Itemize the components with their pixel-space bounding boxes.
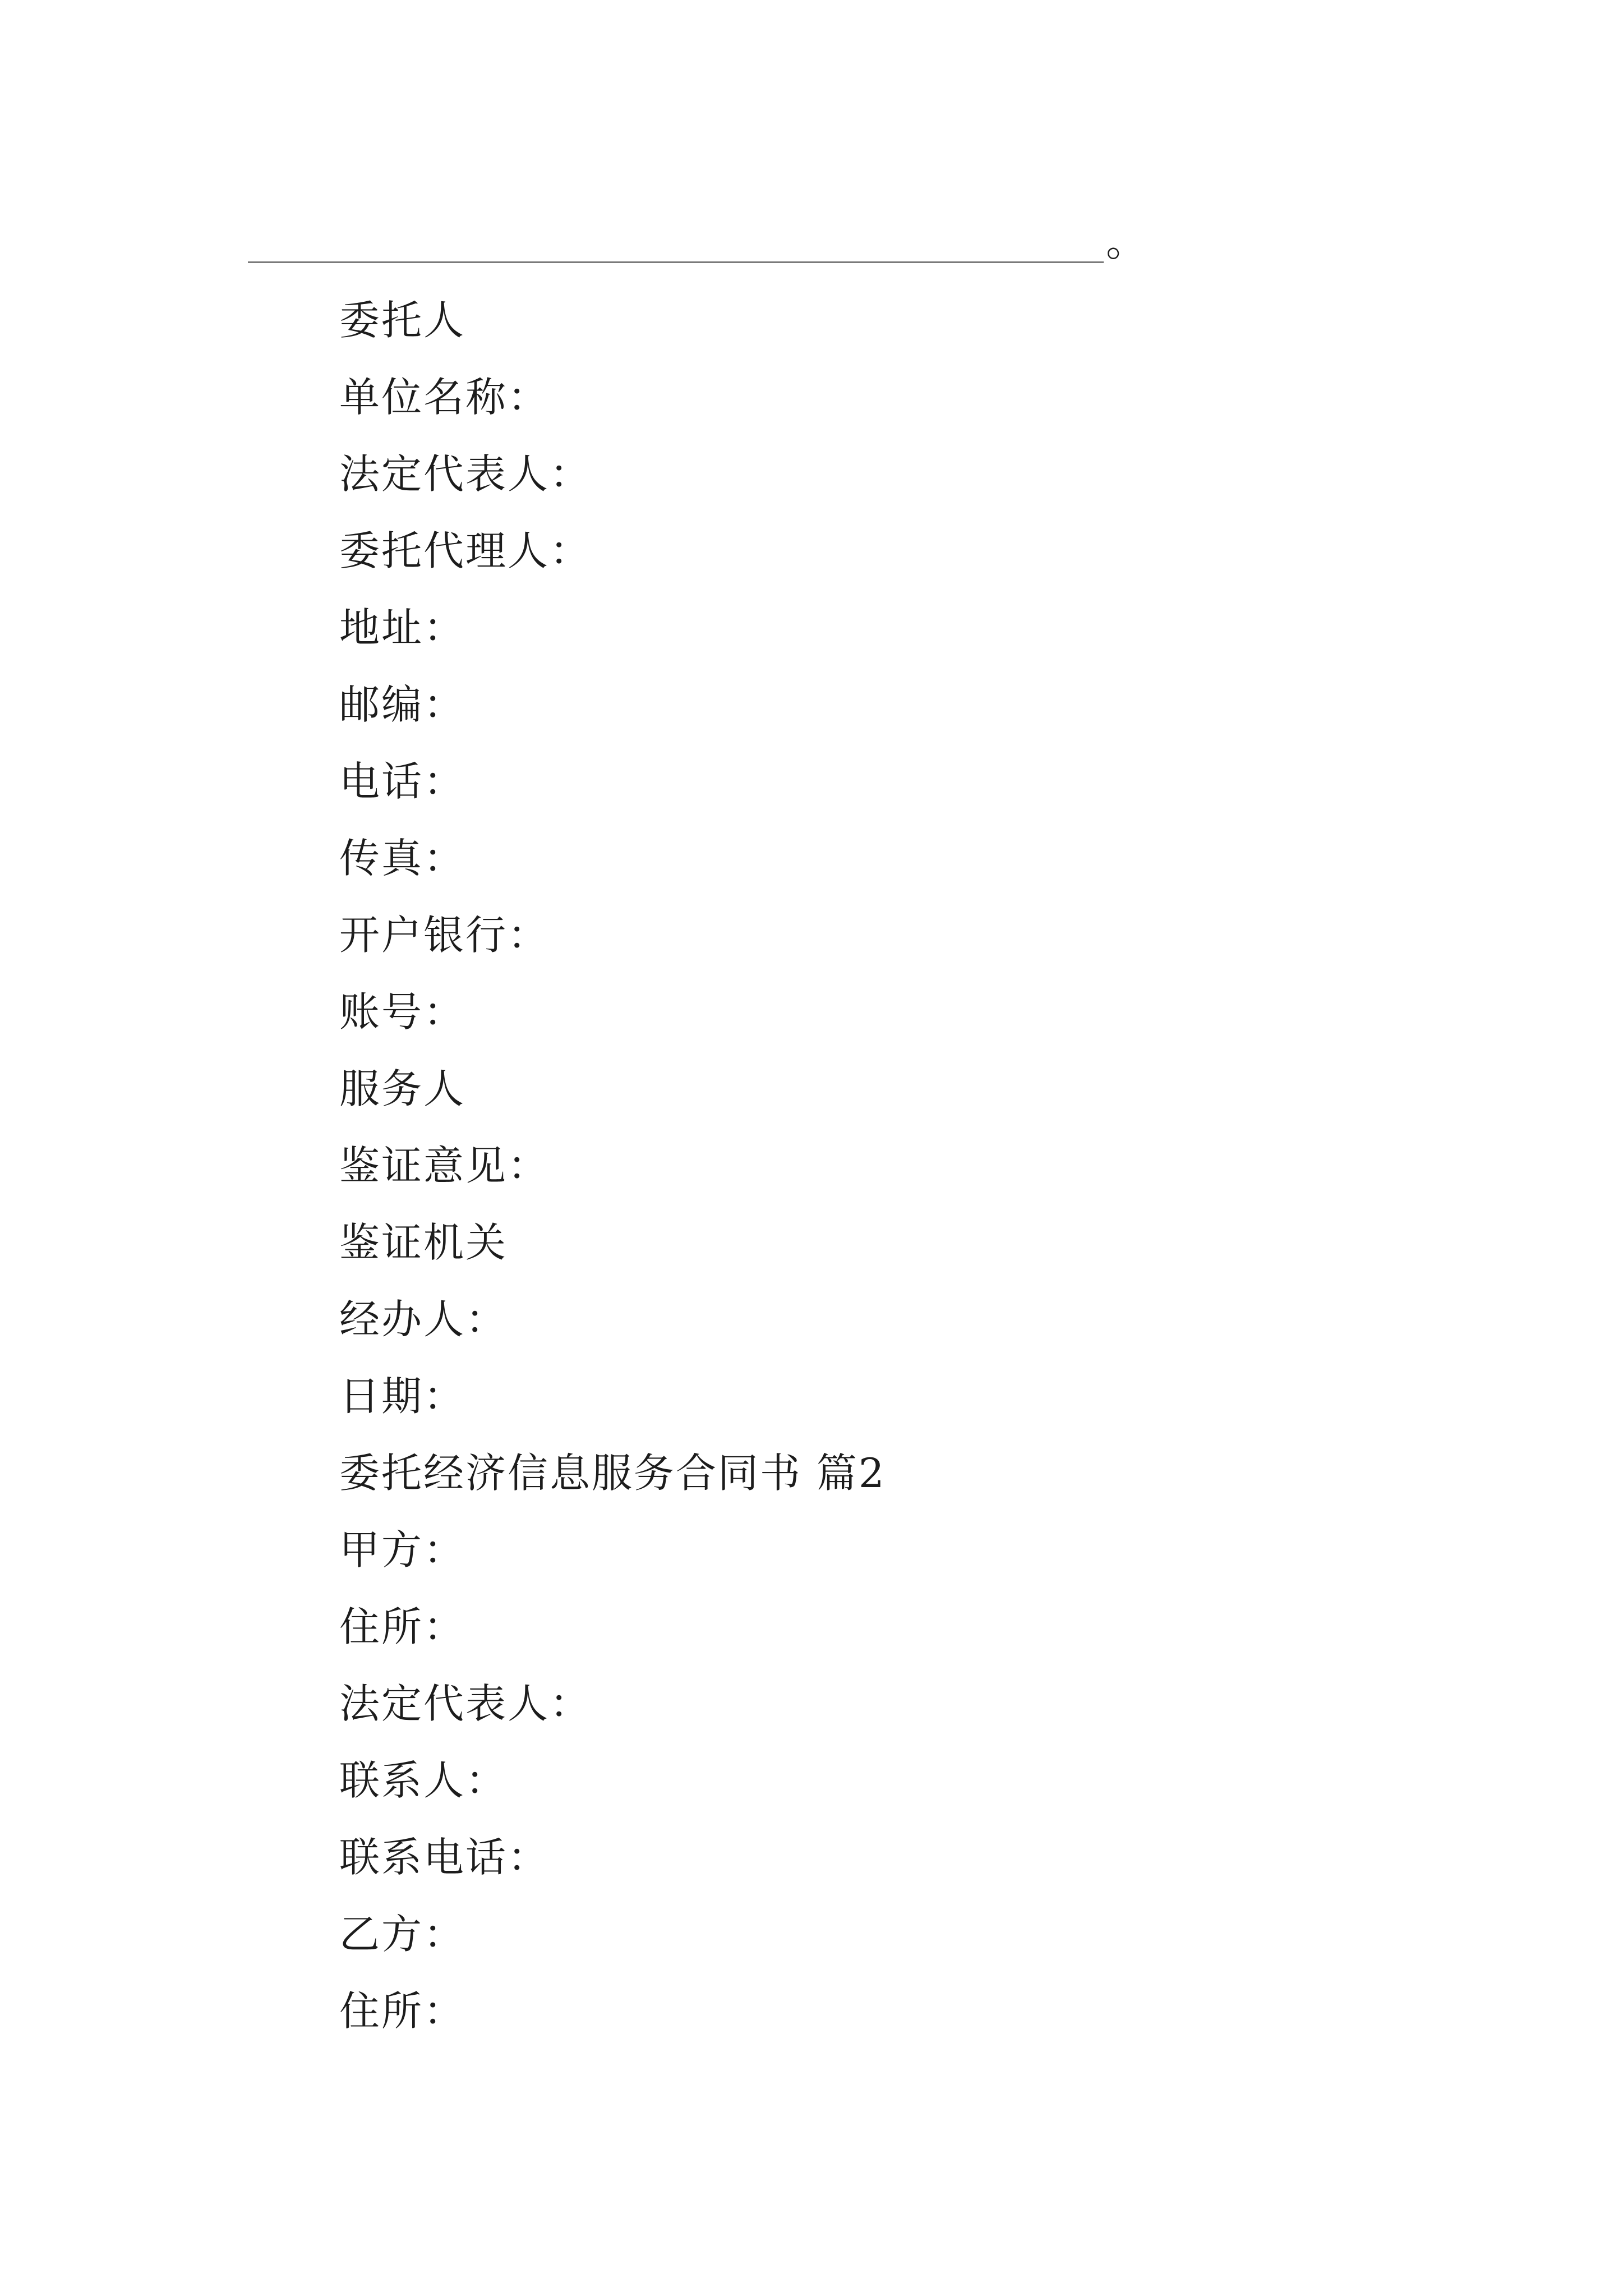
field-label-party-b-residence: 住所： [339,1987,466,2035]
field-label-phone: 电话： [339,758,466,805]
field-label-party-a-contact-phone: 联系电话： [339,1834,550,1881]
field-label-party-a: 甲方： [339,1526,466,1573]
field-label-party-a-residence: 住所： [339,1603,466,1650]
field-label-fax: 传真： [339,835,466,882]
field-label-account-number: 账号： [339,988,466,1036]
sentence-end-period: 。 [1106,218,1147,265]
field-label-party-b: 乙方： [339,1911,466,1958]
field-label-party-a-contact: 联系人： [339,1757,508,1804]
fill-in-blank-underline [248,261,1104,263]
field-label-unit-name: 单位名称： [339,374,550,421]
document-body [339,282,1517,2050]
field-label-handler: 经办人： [339,1296,508,1343]
section-heading-entrustor: 委托人 [339,297,466,344]
field-label-address: 地址： [339,604,466,651]
field-label-date: 日期： [339,1373,466,1420]
field-label-entrusted-agent: 委托代理人： [339,527,592,574]
section-heading-verification-authority: 鉴证机关 [339,1219,508,1266]
field-label-postcode: 邮编： [339,681,466,728]
field-label-bank: 开户银行： [339,912,550,959]
contract-title: 委托经济信息服务合同书 篇2 [339,1450,886,1497]
field-label-party-a-legal-representative: 法定代表人： [339,1680,592,1727]
section-heading-service-provider: 服务人 [339,1065,466,1112]
field-label-verification-opinion: 鉴证意见： [339,1142,550,1189]
field-label-legal-representative: 法定代表人： [339,450,592,498]
